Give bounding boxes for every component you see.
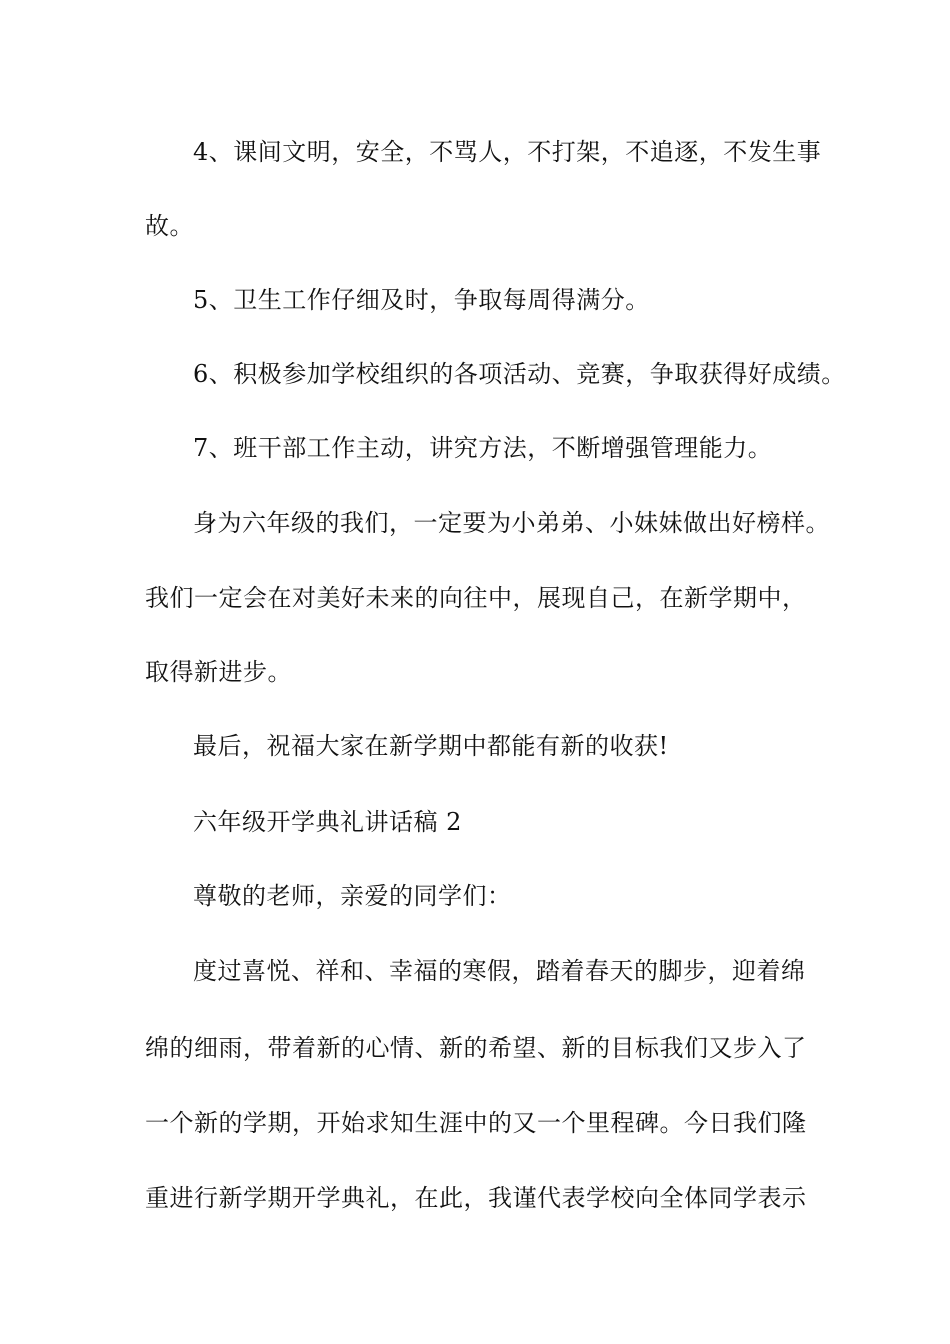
salutation: 尊敬的老师，亲爱的同学们： — [193, 882, 512, 910]
rule-5: 5、卫生工作仔细及时，争取每周得满分。 — [193, 286, 650, 314]
closing-wish: 最后，祝福大家在新学期中都能有新的收获! — [193, 732, 669, 760]
rule-7: 7、班干部工作主动，讲究方法，不断增强管理能力。 — [193, 434, 773, 462]
paragraph-role-model-line-1: 身为六年级的我们，一定要为小弟弟、小妹妹做出好榜样。 — [193, 509, 830, 537]
speech-title-2: 六年级开学典礼讲话稿 2 — [193, 808, 462, 836]
rule-6: 6、积极参加学校组织的各项活动、竞赛，争取获得好成绩。 — [193, 360, 846, 388]
paragraph-role-model-line-2: 我们一定会在对美好未来的向往中，展现自己，在新学期中， — [145, 584, 807, 612]
body-paragraph-line-2: 绵的细雨，带着新的心情、新的希望、新的目标我们又步入了 — [145, 1034, 807, 1062]
rule-4-line-1: 4、课间文明，安全，不骂人，不打架，不追逐，不发生事 — [193, 138, 822, 166]
body-paragraph-line-4: 重进行新学期开学典礼，在此，我谨代表学校向全体同学表示 — [145, 1184, 807, 1212]
paragraph-role-model-line-3: 取得新进步。 — [145, 658, 292, 686]
body-paragraph-line-1: 度过喜悦、祥和、幸福的寒假，踏着春天的脚步，迎着绵 — [193, 957, 806, 985]
rule-4-line-2: 故。 — [145, 212, 194, 240]
body-paragraph-line-3: 一个新的学期，开始求知生涯中的又一个里程碑。今日我们隆 — [145, 1109, 807, 1137]
